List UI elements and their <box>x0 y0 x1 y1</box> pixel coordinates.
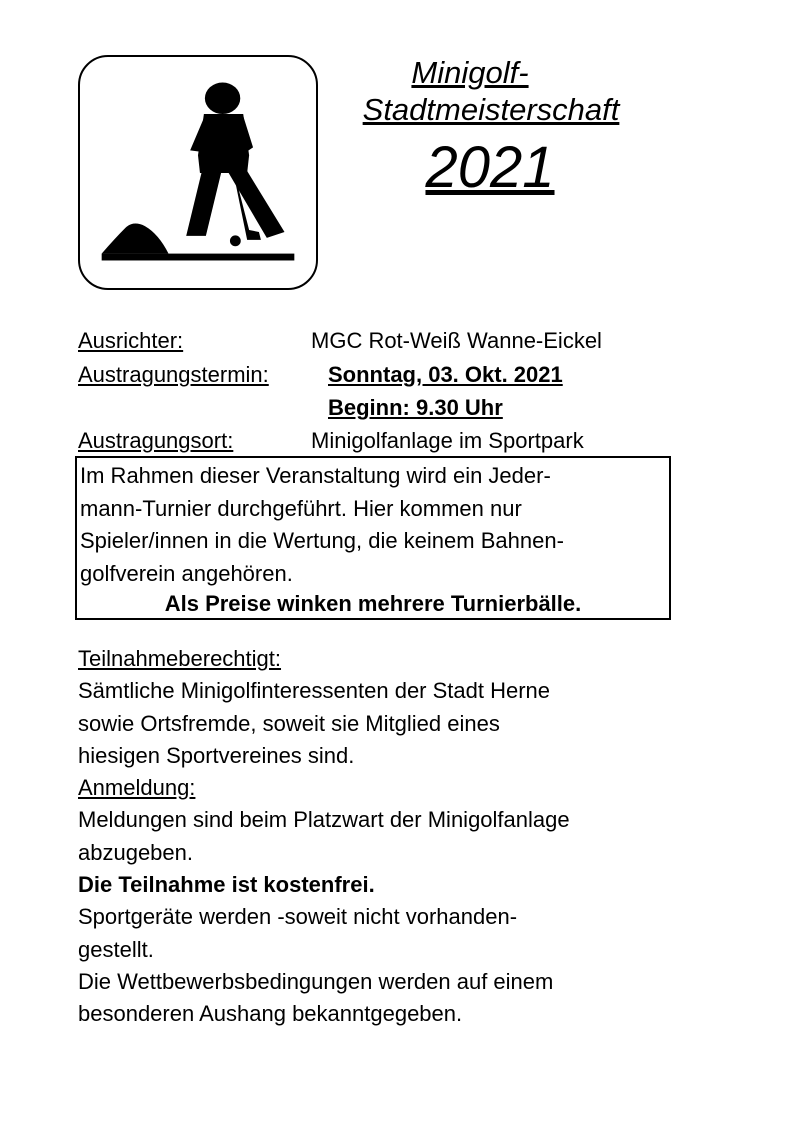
equipment-line: Sportgeräte werden -soweit nicht vorhanden- <box>78 904 518 930</box>
rules-line: Die Wettbewerbsbedingungen werden auf einem <box>78 968 554 994</box>
organizer-value: MGC Rot-Weiß Wanne-Eickel <box>311 328 602 353</box>
info-box <box>75 456 671 620</box>
participation-line: hiesigen Sportvereines sind. <box>78 742 355 768</box>
info-line: Im Rahmen dieser Veranstaltung wird ein Jeder- <box>80 463 551 488</box>
registration-line: abzugeben. <box>78 839 193 865</box>
title-year: 2021 <box>425 135 555 200</box>
free-participation-note: Die Teilnahme ist kostenfrei. <box>78 872 375 898</box>
title-line-1: Minigolf- <box>411 55 529 90</box>
event-title <box>330 55 660 201</box>
registration-heading: Anmeldung: <box>78 775 196 801</box>
start-time-value: Beginn: 9.30 Uhr <box>328 395 503 420</box>
body-text <box>78 643 698 1031</box>
info-line: Spieler/innen in die Wertung, die keinem Bahnen- <box>80 528 564 553</box>
venue-label: Austragungsort: <box>78 428 234 453</box>
minigolf-player-icon <box>80 57 316 288</box>
registration-line: Meldungen sind beim Platzwart der Minigolfanlage <box>78 807 570 833</box>
info-line: mann-Turnier durchgeführt. Hier kommen nur <box>80 495 522 521</box>
info-line: golfverein angehören. <box>80 560 293 586</box>
title-line-2: Stadtmeisterschaft <box>362 92 620 127</box>
equipment-line: gestellt. <box>78 936 154 962</box>
participation-line: sowie Ortsfremde, soweit sie Mitglied eines <box>78 710 500 736</box>
venue-value: Minigolfanlage im Sportpark <box>311 428 584 453</box>
date-label: Austragungstermin: <box>78 362 269 387</box>
participation-line: Sämtliche Minigolfinteressenten der Stadt Herne <box>78 678 551 704</box>
organizer-label: Ausrichter: <box>78 328 184 353</box>
prize-note: Als Preise winken mehrere Turnierbälle. <box>164 591 582 616</box>
date-value: Sonntag, 03. Okt. 2021 <box>328 362 563 387</box>
rules-line: besonderen Aushang bekanntgegeben. <box>78 1001 463 1027</box>
participation-heading: Teilnahmeberechtigt: <box>78 646 282 671</box>
info-box-text <box>80 460 660 590</box>
